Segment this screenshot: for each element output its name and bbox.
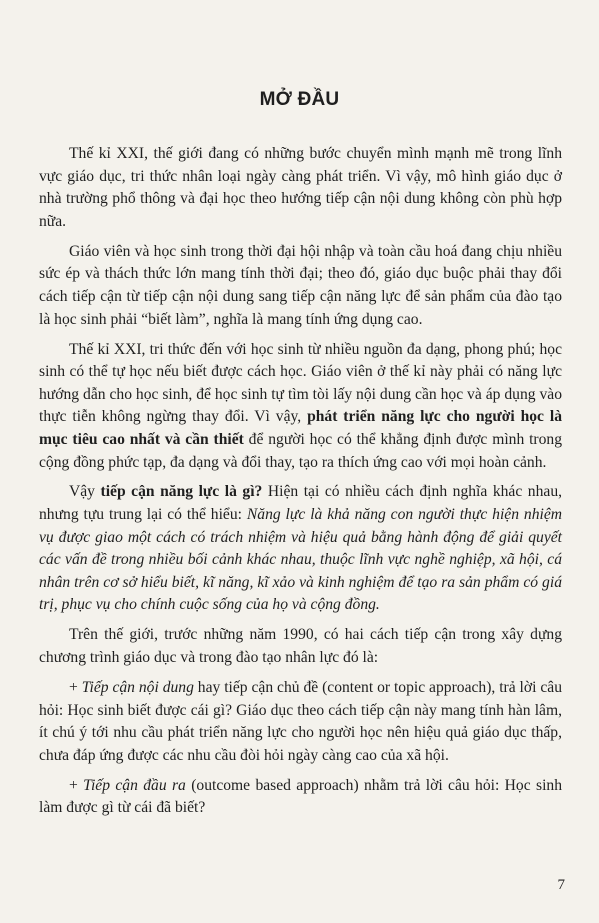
paragraph-3-text-a: Thế kỉ XXI, tri thức đến với học sinh từ nhiều nguồn đa dạng, phong phú; học sinh có thể tự học nếu biết được cách học. Giáo viên ở thế kỉ này phải có năng lực hướng dẫn cho học sinh, để học sinh tự tìm tòi lấy nội dung cần học và áp dụng vào thực tiễn không ngừng thay đổi. Vì vậy, [39,340,562,426]
paragraph-5: Trên thế giới, trước những năm 1990, có hai cách tiếp cận trong xây dựng chương trình giáo dục và trong đào tạo nhân lực đó là: [39,626,562,667]
paragraph-2: Giáo viên và học sinh trong thời đại hội nhập và toàn cầu hoá đang chịu nhiều sức ép và thách thức lớn mang tính thời đại; theo đó, giáo dục buộc phải thay đổi cách tiếp cận từ tiếp cận nội dung sang tiếp cận năng lực để sản phẩm của đào tạo là học sinh phải “biết làm”, nghĩa là mang tính ứng dụng cao. [39,242,562,328]
paragraph-4 [39,481,562,617]
paragraph-4-bold: tiếp cận năng lực là gì? [100,483,263,501]
paragraph-7-prefix: + [69,776,84,794]
paragraph-6 [39,677,562,767]
page-title: MỞ ĐẦU [259,89,340,110]
paragraph-6-rest: hay tiếp cận chủ đề (content or topic approach), trả lời câu hỏi: Học sinh biết được cái gì? Giáo dục theo cách tiếp cận này mang tính hàn lâm, ít chú ý tới nhu cầu phát triển năng lực cho người học nên hiệu quả giáo dục thấp, chưa đáp ứng được các nhu cầu đòi hỏi ngày càng cao của xã hội. [39,679,562,764]
paragraph-4-text-a: Vậy [69,483,101,501]
paragraph-7 [39,775,562,820]
paragraph-4-italic: Năng lực là khả năng con người thực hiện nhiệm vụ được giao một cách có trách nhiệm và hiệu quả bằng hành động để giải quyết các vấn đề trong nhiều bối cảnh khác nhau, thuộc lĩnh vực nghề nghiệp, xã hội, cá nhân trên cơ sở hiểu biết, kĩ năng, kĩ xảo và kinh nghiệm để tạo ra sản phẩm có giá trị, phục vụ cho chính cuộc sống của họ và cộng đồng. [39,506,563,614]
paragraph-6-prefix: + [69,679,82,697]
paragraph-4-text-b: Hiện tại có nhiều cách định nghĩa khác nhau, nhưng tựu trung lại có thể hiểu: [39,483,563,524]
paragraph-1: Thế kỉ XXI, thế giới đang có những bước chuyển mình mạnh mẽ trong lĩnh vực giáo dục, tri thức nhân loại ngày càng phát triển. Vì vậy, mô hình giáo dục ở nhà trường phổ thông và đại học theo hướng tiếp cận nội dung không còn phù hợp nữa. [39,145,562,230]
paragraph-3 [39,339,562,475]
paragraph-6-italic: Tiếp cận nội dung [81,679,194,697]
paragraph-7-rest: (outcome based approach) nhằm trả lời câu hỏi: Học sinh làm được gì từ cái đã biết? [39,776,562,817]
paragraph-3-bold: phát triển năng lực cho người học là mục tiêu cao nhất và cần thiết [39,408,562,448]
paragraph-3-text-b: để người học có thể khẳng định được mình trong cộng đồng phức tạp, đa dạng và đổi thay, tạo ra thích ứng cao với mọi hoàn cảnh. [39,430,562,471]
page-number: 7 [557,877,565,893]
body-text [39,143,562,827]
paragraph-7-italic: Tiếp cận đầu ra [83,776,186,794]
